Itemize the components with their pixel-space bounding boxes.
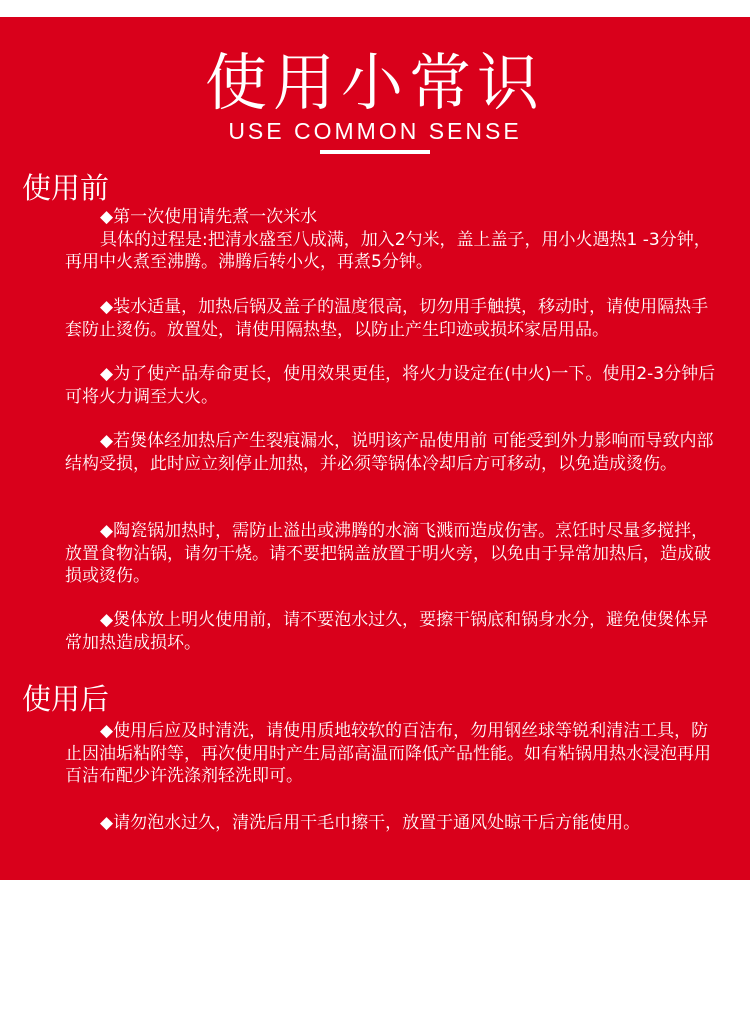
before-tip-4: ◆若煲体经加热后产生裂痕漏水，说明该产品使用前 可能受到外力影响而导致内部结构受损，此时应立刻停止加热，并必须等锅体冷却后方可移动，以免造成烫伤。	[65, 431, 714, 474]
section-heading-before-use: 使用前	[22, 171, 110, 205]
before-tip-5: ◆陶瓷锅加热时，需防止溢出或沸腾的水滴飞溅而造成伤害。烹饪时尽量多搅拌，放置食物沾锅，请勿干烧。请不要把锅盖放置于明火旁，以免由于异常加热后，造成破损或烫伤。	[65, 521, 711, 586]
after-tip-1: ◆使用后应及时清洗，请使用质地较软的百洁布，勿用钢丝球等锐利清洁工具，防止因油垢粘附等，再次使用时产生局部高温而降低产品性能。如有粘锅用热水浸泡再用百洁布配少许洗涤剂轻洗即可。	[65, 721, 711, 786]
page-subtitle: USE COMMON SENSE	[228, 118, 522, 144]
before-tip-1	[65, 206, 720, 274]
before-tip-6: ◆煲体放上明火使用前，请不要泡水过久，要擦干锅底和锅身水分，避免使煲体异常加热造成损坏。	[65, 610, 709, 653]
after-tip-2: ◆请勿泡水过久，清洗后用干毛巾擦干，放置于通风处晾干后方能使用。	[100, 813, 641, 833]
before-tip-1-detail: 具体的过程是:把清水盛至八成满，加入2勺米，盖上盖子，用小火遇热1 -3分钟，再用中火煮至沸腾。沸腾后转小火，再煮5分钟。	[65, 229, 711, 272]
before-tip-3: ◆为了使产品寿命更长，使用效果更佳，将火力设定在(中火)一下。使用2-3分钟后可将火力调至大火。	[65, 364, 716, 407]
red-info-panel	[0, 17, 750, 880]
page-title: 使用小常识	[204, 46, 545, 119]
before-tip-2: ◆装水适量，加热后锅及盖子的温度很高，切勿用手触摸，移动时，请使用隔热手套防止烫伤。放置处，请使用隔热垫，以防止产生印迹或损坏家居用品。	[65, 297, 709, 340]
section-heading-after-use: 使用后	[22, 682, 110, 716]
before-tip-1-title: ◆第一次使用请先煮一次米水	[100, 207, 318, 227]
title-underline	[320, 150, 430, 154]
